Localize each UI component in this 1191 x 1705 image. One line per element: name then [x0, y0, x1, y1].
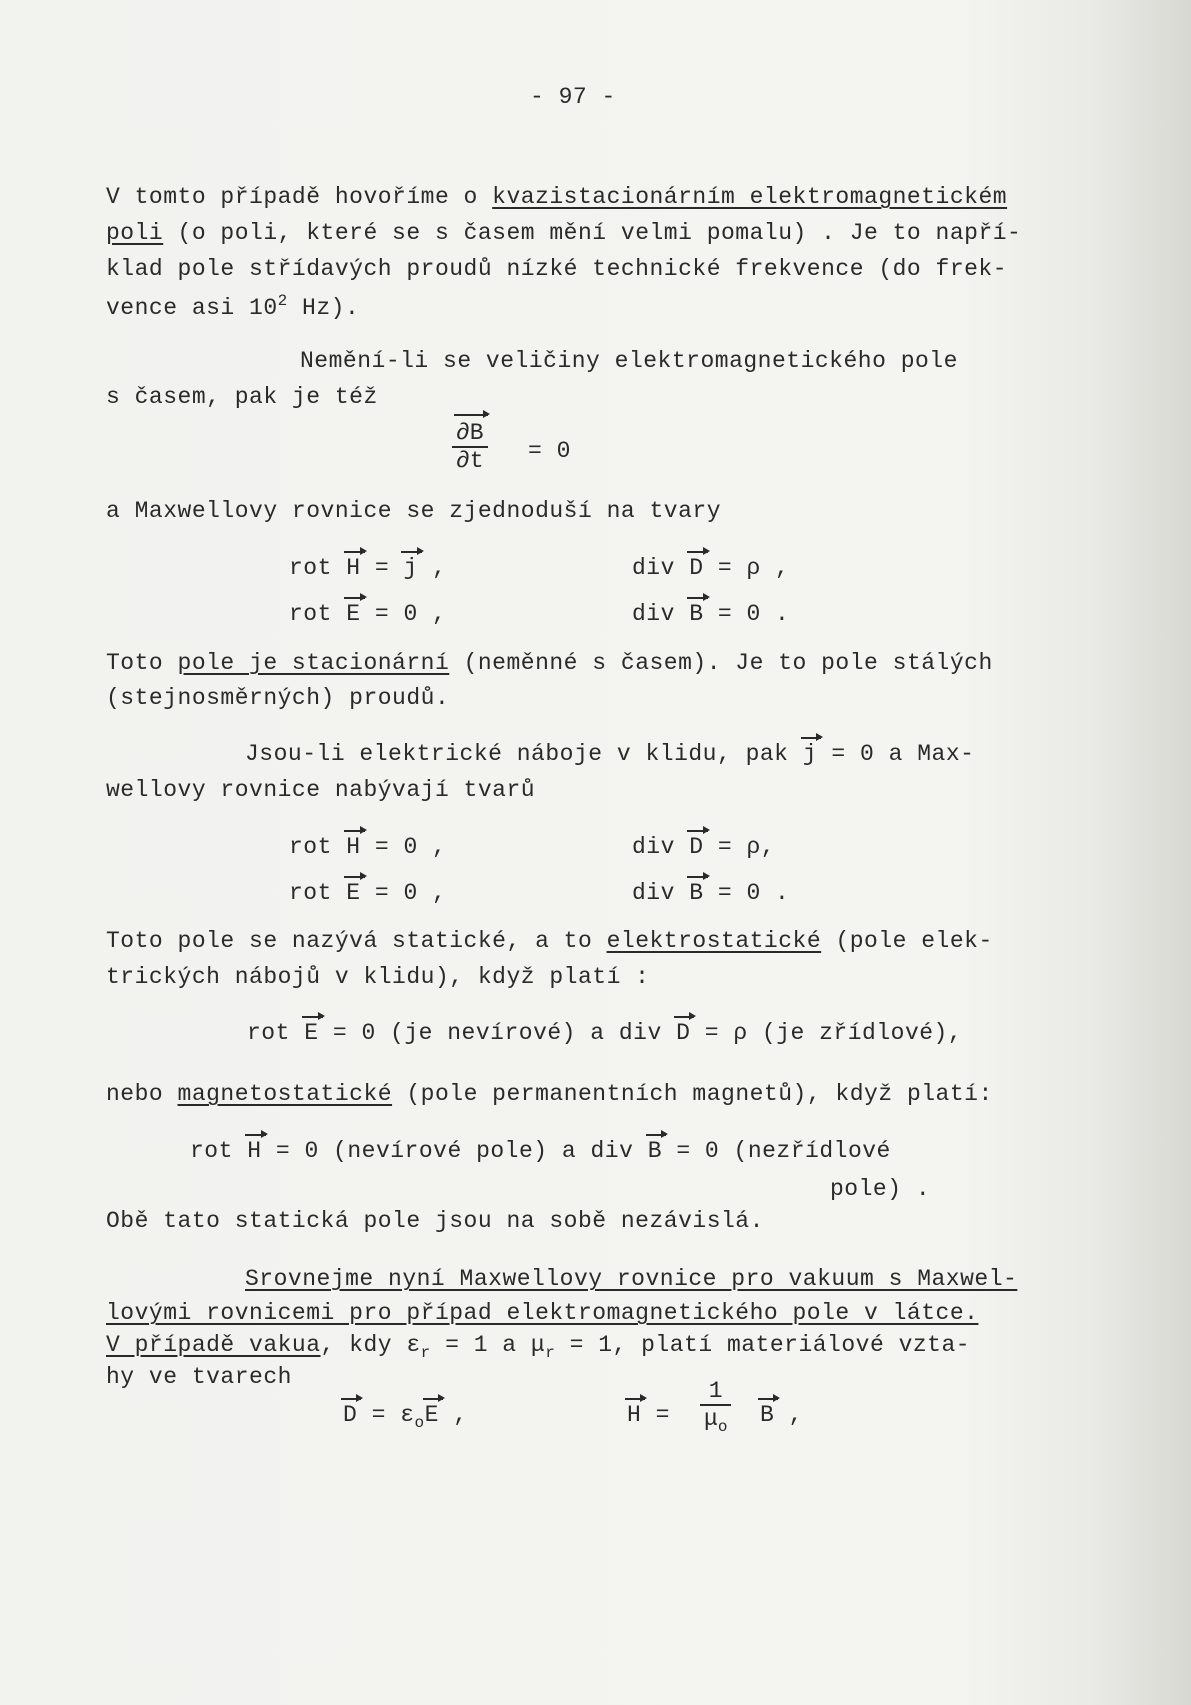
eq3-electrostatic: [247, 1022, 962, 1045]
term-stationary: pole je stacionární: [177, 650, 450, 676]
exponent: 2: [277, 292, 288, 310]
text: = 1, platí materiálové vzta-: [555, 1332, 971, 1358]
vector-b: B: [760, 1402, 775, 1428]
text: = ρ (je zřídlové),: [690, 1020, 963, 1046]
text: = 0 .: [703, 601, 790, 627]
text: Hz).: [287, 295, 360, 321]
text: div: [632, 834, 690, 860]
eq1-div-d: [632, 557, 789, 580]
para2-line1: Nemění-li se veličiny elektromagnetického pole: [300, 348, 958, 374]
text: (neměnné s časem). Je to pole stálých: [449, 650, 993, 676]
para7-line1: [106, 1083, 993, 1106]
vector-h: H: [627, 1402, 642, 1428]
text: rot: [289, 834, 347, 860]
eq1-rot-e: [289, 603, 446, 626]
text: = 0 .: [703, 880, 790, 906]
para1-line2: [106, 222, 1021, 245]
text: = 0 ,: [360, 880, 447, 906]
para5-line1: [245, 743, 974, 766]
vector-h: H: [346, 834, 361, 860]
para1-line3: klad pole střídavých proudů nízké technické frekvence (do frek-: [106, 256, 1008, 282]
term-poli: poli: [106, 220, 164, 246]
text: (o poli, které se s časem mění velmi pomalu) . Je to napří-: [163, 220, 1022, 246]
term-quasistationary: kvazistacionárním elektromagnetickém: [492, 184, 1008, 210]
vector-e: E: [304, 1020, 319, 1046]
para4-line2: (stejnosměrných) proudů.: [106, 685, 450, 711]
text: nebo: [106, 1081, 178, 1107]
para1-line1: [106, 186, 1007, 209]
para2-line2: s časem, pak je též: [106, 384, 378, 410]
text: , kdy ε: [320, 1332, 421, 1358]
fraction-numerator: 1: [700, 1378, 731, 1406]
vector-d: D: [343, 1402, 358, 1428]
para9-line1: [245, 1268, 1017, 1291]
para8-line1: Obě tato statická pole jsou na sobě nezávislá.: [106, 1208, 764, 1234]
eq1-rot-h: [289, 557, 446, 580]
eq4-magnetostatic: [190, 1140, 891, 1163]
text: ,: [438, 1402, 468, 1428]
para9-line3: [106, 1334, 970, 1361]
text: = 0 (nezřídlové: [662, 1138, 891, 1164]
vector-d: D: [689, 555, 704, 581]
text: rot: [289, 880, 347, 906]
text: Jsou-li elektrické náboje v klidu, pak: [245, 741, 803, 767]
text: = ρ,: [703, 834, 776, 860]
text: = 0 ,: [360, 834, 447, 860]
eq2-rot-e: [289, 882, 446, 905]
para6-line2: trických nábojů v klidu), když platí :: [106, 964, 650, 990]
text: div: [632, 601, 690, 627]
subscript: r: [420, 1344, 431, 1362]
text: (pole permanentních magnetů), když platí:: [392, 1081, 993, 1107]
eq5-h-relation-lhs: [627, 1404, 670, 1427]
page-number: - 97 -: [530, 84, 616, 110]
text: =: [360, 555, 404, 581]
partial-derivative: [452, 420, 488, 474]
fraction-numerator: [452, 420, 488, 448]
vector-j: j: [403, 555, 418, 581]
vector-b: B: [689, 601, 704, 627]
text: rot: [289, 601, 347, 627]
text: = 0 a Max-: [817, 741, 975, 767]
term-magnetostatic: magnetostatické: [177, 1081, 393, 1107]
underlined-text: Srovnejme nyní Maxwellovy rovnice pro vakuum s Maxwel-: [245, 1266, 1018, 1292]
text: (pole elek-: [821, 928, 993, 954]
para9-line4: hy ve tvarech: [106, 1364, 292, 1390]
text: Toto pole se nazývá statické, a to: [106, 928, 607, 954]
text: rot: [190, 1138, 248, 1164]
para1-line4: [106, 293, 359, 320]
subscript: o: [414, 1414, 425, 1432]
term-vacuum: V případě vakua: [106, 1332, 321, 1358]
text: rot: [247, 1020, 305, 1046]
vector-j: j: [802, 741, 818, 767]
text: = 1 a μ: [430, 1332, 546, 1358]
fraction-denominator: ∂t: [456, 448, 484, 474]
text: = ρ ,: [703, 555, 790, 581]
text: rot: [289, 555, 347, 581]
fraction-one-over-mu: [700, 1378, 731, 1436]
eq2-rot-h: [289, 836, 446, 859]
vector-e: E: [424, 1402, 439, 1428]
vector-e: E: [346, 880, 361, 906]
eq2-div-d: [632, 836, 775, 859]
eq5-d-relation: [343, 1404, 468, 1431]
text: = 0 (nevírové pole) a div: [261, 1138, 648, 1164]
vector-h: H: [247, 1138, 262, 1164]
text: div: [632, 880, 690, 906]
para6-line1: [106, 930, 993, 953]
vector-b: B: [689, 880, 704, 906]
eq1-div-b: [632, 603, 789, 626]
text: ,: [417, 555, 447, 581]
underlined-text: lovými rovnicemi pro případ elektromagnetického pole v látce.: [106, 1300, 979, 1326]
subscript: o: [717, 1418, 728, 1436]
text: =: [641, 1402, 670, 1428]
fraction-denominator: [700, 1406, 731, 1436]
vector-d: D: [676, 1020, 691, 1046]
vector-b: ∂B: [456, 420, 484, 446]
mu-symbol: μ: [704, 1406, 718, 1432]
para4-line1: [106, 652, 993, 675]
vector-b: B: [647, 1138, 663, 1164]
text: = ε: [357, 1402, 415, 1428]
subscript: r: [545, 1344, 556, 1362]
text: V tomto případě hovoříme o: [106, 184, 493, 210]
text: = 0 ,: [360, 601, 447, 627]
equation-rhs: = 0: [528, 438, 571, 464]
vector-e: E: [346, 601, 361, 627]
vector-h: H: [346, 555, 361, 581]
term-electrostatic: elektrostatické: [606, 928, 822, 954]
text: div: [632, 555, 690, 581]
eq5-h-relation-rhs: [760, 1404, 803, 1427]
eq4-continuation: pole) .: [830, 1176, 931, 1202]
para3-line1: a Maxwellovy rovnice se zjednoduší na tvary: [106, 498, 721, 524]
text: ,: [774, 1402, 803, 1428]
para9-line2: [106, 1302, 978, 1325]
eq2-div-b: [632, 882, 789, 905]
vector-d: D: [689, 834, 704, 860]
para5-line2: wellovy rovnice nabývají tvarů: [106, 777, 536, 803]
text: Toto: [106, 650, 178, 676]
text: vence asi 10: [106, 295, 278, 321]
text: = 0 (je nevírové) a div: [318, 1020, 677, 1046]
